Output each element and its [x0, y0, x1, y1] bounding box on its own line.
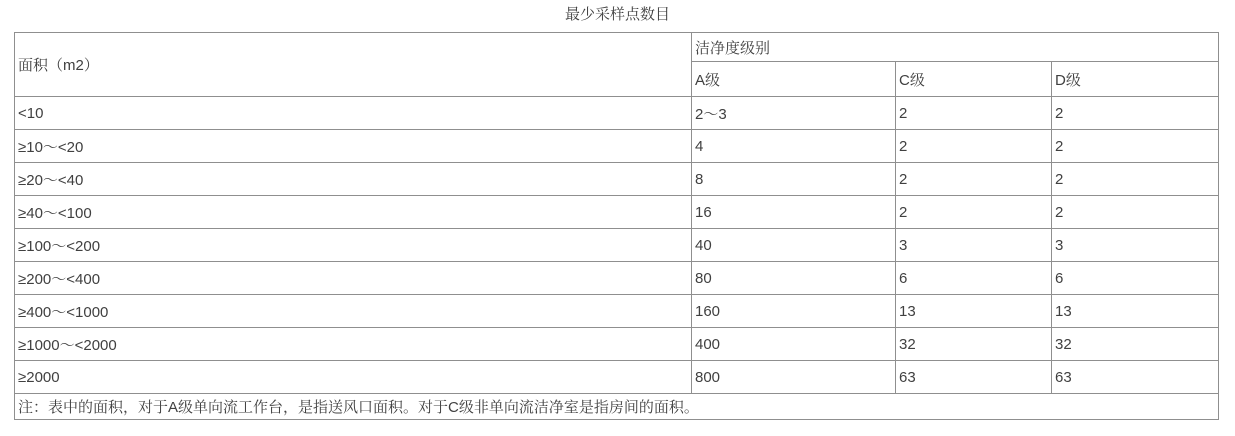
grade-c-cell: 6 [896, 262, 1052, 295]
grade-d-cell: 2 [1052, 196, 1219, 229]
sampling-points-table [14, 32, 1219, 420]
grade-d-header-cell: D级 [1052, 62, 1219, 97]
grade-c-cell: 32 [896, 328, 1052, 361]
grade-d-cell: 2 [1052, 130, 1219, 163]
grade-d-cell: 63 [1052, 361, 1219, 394]
table-row [15, 196, 1219, 229]
grade-d-cell: 13 [1052, 295, 1219, 328]
grade-c-cell: 2 [896, 196, 1052, 229]
grade-a-header-cell: A级 [692, 62, 896, 97]
grade-c-cell: 3 [896, 229, 1052, 262]
area-cell: ≥100～<200 [15, 229, 692, 262]
table-row [15, 295, 1219, 328]
header-row-top [15, 33, 1219, 62]
table-row [15, 163, 1219, 196]
table-row [15, 361, 1219, 394]
footnote-row [15, 394, 1219, 420]
grade-d-cell: 2 [1052, 163, 1219, 196]
table-row [15, 229, 1219, 262]
grade-a-cell: 4 [692, 130, 896, 163]
grade-a-cell: 8 [692, 163, 896, 196]
table-row [15, 328, 1219, 361]
table-row [15, 97, 1219, 130]
table-row [15, 262, 1219, 295]
area-cell: ≥20～<40 [15, 163, 692, 196]
area-cell: ≥1000～<2000 [15, 328, 692, 361]
grade-a-cell: 40 [692, 229, 896, 262]
area-header-cell: 面积（m2） [15, 33, 692, 97]
area-cell: ≥40～<100 [15, 196, 692, 229]
table-row [15, 130, 1219, 163]
grade-a-cell: 80 [692, 262, 896, 295]
grade-c-cell: 2 [896, 130, 1052, 163]
grade-c-cell: 63 [896, 361, 1052, 394]
grade-c-cell: 13 [896, 295, 1052, 328]
grade-c-cell: 2 [896, 97, 1052, 130]
grade-d-cell: 32 [1052, 328, 1219, 361]
area-cell: ≥200～<400 [15, 262, 692, 295]
grade-a-cell: 2～3 [692, 97, 896, 130]
grade-a-cell: 16 [692, 196, 896, 229]
grade-a-cell: 400 [692, 328, 896, 361]
page-title: 最少采样点数目 [564, 6, 670, 23]
area-cell: <10 [15, 97, 692, 130]
area-cell: ≥2000 [15, 361, 692, 394]
grade-c-header-cell: C级 [896, 62, 1052, 97]
footnote-cell: 注：表中的面积，对于A级单向流工作台，是指送风口面积。对于C级非单向流洁净室是指房间的面积。 [15, 394, 1219, 420]
grade-a-cell: 160 [692, 295, 896, 328]
area-cell: ≥400～<1000 [15, 295, 692, 328]
grade-a-cell: 800 [692, 361, 896, 394]
cleanliness-level-header-cell: 洁净度级别 [692, 33, 1219, 62]
grade-d-cell: 6 [1052, 262, 1219, 295]
area-cell: ≥10～<20 [15, 130, 692, 163]
grade-d-cell: 2 [1052, 97, 1219, 130]
page [0, 5, 1235, 436]
grade-c-cell: 2 [896, 163, 1052, 196]
grade-d-cell: 3 [1052, 229, 1219, 262]
